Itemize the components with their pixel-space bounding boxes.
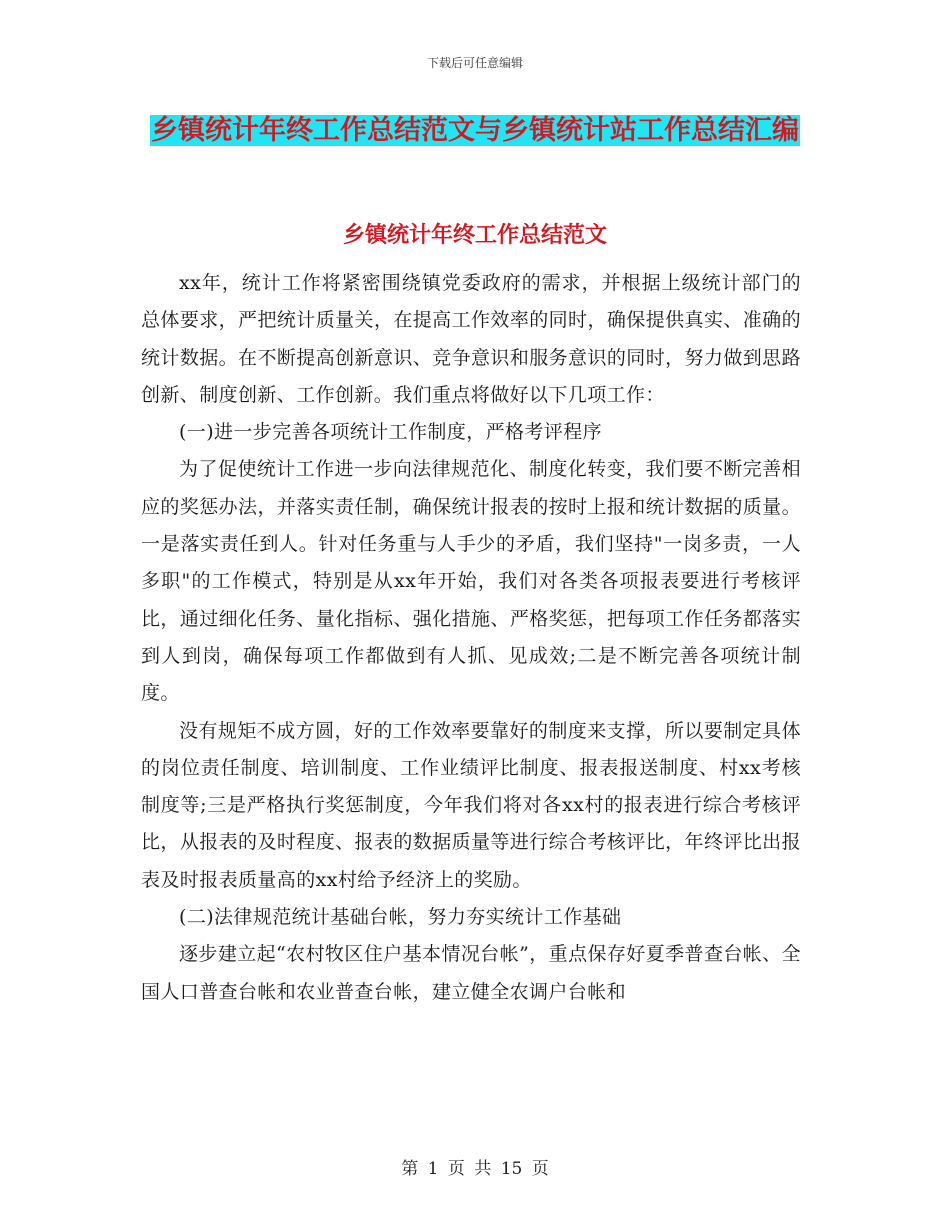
- subheading: (一)进一步完善各项统计工作制度，严格考评程序: [179, 421, 603, 444]
- document-title: [140, 110, 810, 152]
- paragraph: 逐步建立起“农村牧区住户基本情况台帐”，重点保存好夏季普查台帐、全国人口普查台帐和农业普查台帐，建立健全农调户台帐和: [141, 943, 801, 1003]
- subheading: (二)法律规范统计基础台帐，努力夯实统计工作基础: [179, 906, 622, 929]
- document-body: [141, 265, 801, 1011]
- page-number: 第 1 页 共 15 页: [401, 1159, 549, 1179]
- paragraph: 没有规矩不成方圆，好的工作效率要靠好的制度来支撑，所以要制定具体的岗位责任制度、培训制度、工作业绩评比制度、报表报送制度、村xx考核制度等;三是严格执行奖惩制度，今年我们将对各xx村的报表进行综合考核评比，从报表的及时程度、报表的数据质量等进行综合考核评比，年终评比出报表及时报表质量高的xx村给予经济上的奖励。: [141, 719, 801, 891]
- paragraph: xx年，统计工作将紧密围绕镇党委政府的需求，并根据上级统计部门的总体要求，严把统计质量关，在提高工作效率的同时，确保提供真实、准确的统计数据。在不断提高创新意识、竞争意识和服务意识的同时，努力做到思路创新、制度创新、工作创新。我们重点将做好以下几项工作：: [141, 272, 801, 406]
- document-title-text: 乡镇统计年终工作总结范文与乡镇统计站工作总结汇编: [151, 115, 799, 146]
- paragraph: 为了促使统计工作进一步向法律规范化、制度化转变，我们要不断完善相应的奖惩办法，并落实责任制，确保统计报表的按时上报和统计数据的质量。一是落实责任到人。针对任务重与人手少的矛盾，我们坚持"一岗多责，一人多职"的工作模式，特别是从xx年开始，我们对各类各项报表要进行考核评比，通过细化任务、量化指标、强化措施、严格奖惩，把每项工作任务都落实到人到岗，确保每项工作都做到有人抓、见成效;二是不断完善各项统计制度。: [141, 458, 801, 705]
- header-note: 下载后可任意编辑: [426, 56, 523, 70]
- section-title: 乡镇统计年终工作总结范文: [342, 223, 607, 248]
